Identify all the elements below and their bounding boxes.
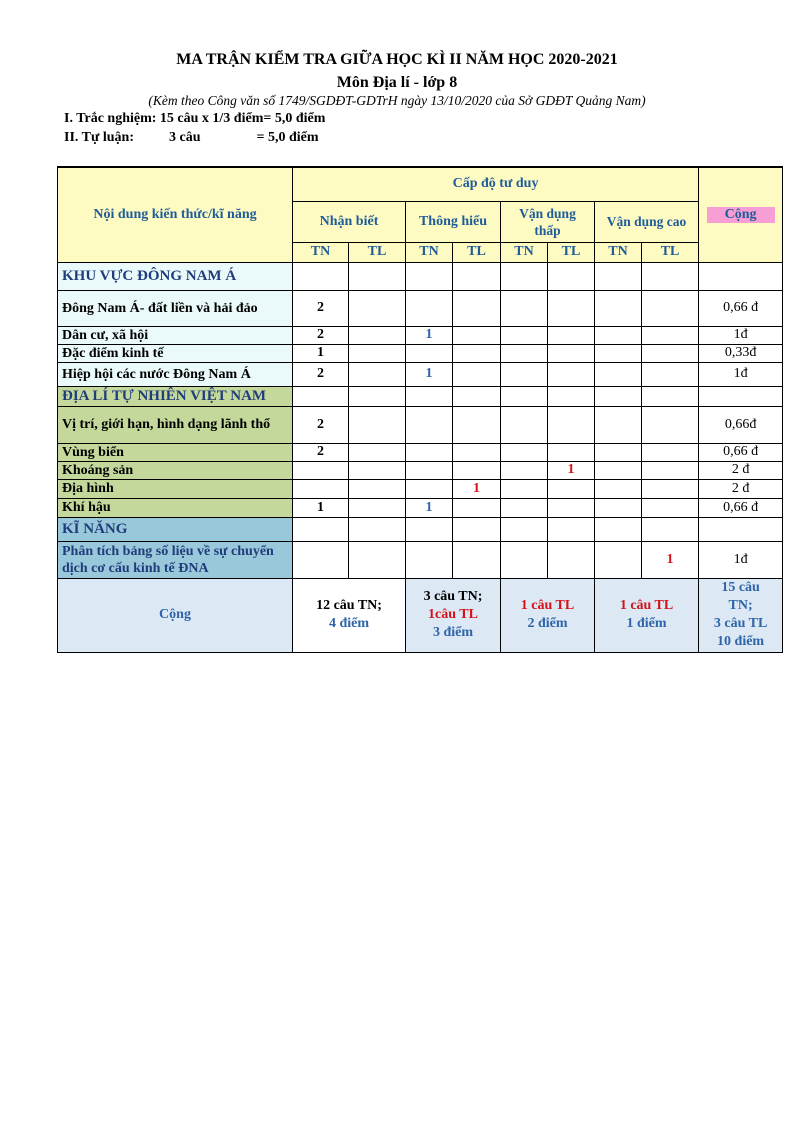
matrix-cell: 1 [406,326,453,344]
matrix-cell [453,344,501,362]
matrix-cell [595,326,642,344]
matrix-cell [501,443,548,461]
table-row [58,517,783,541]
matrix-cell [595,541,642,578]
matrix-cell: 2 [293,362,349,386]
level-header-cell [293,167,699,201]
matrix-cell [349,290,406,326]
matrix-cell [406,461,453,479]
matrix-cell [501,344,548,362]
table-row [58,262,783,290]
row-label: Địa hình [58,479,293,498]
matrix-cell [642,326,699,344]
matrix-cell [293,262,349,290]
row-label: Đông Nam Á- đất liền và hải đảo [58,290,293,326]
subheader-tn-0: TN [293,242,349,262]
row-label: Vị trí, giới hạn, hình dạng lãnh thổ [58,406,293,443]
matrix-cell [406,443,453,461]
total-header: Cộng [707,207,775,223]
matrix-cell [501,362,548,386]
matrix-cell [406,406,453,443]
level-van-dung-thap: Vận dụng thấp [501,201,595,242]
matrix-cell [453,326,501,344]
matrix-cell [293,517,349,541]
row-label: Khí hậu [58,498,293,517]
matrix-cell [406,290,453,326]
table-row [58,326,783,344]
row-total: 1đ [699,362,783,386]
matrix-cell [642,461,699,479]
total-nhan-biet: 12 câu TN; 4 điểm [293,578,406,652]
table-row [58,498,783,517]
matrix-cell: 1 [406,498,453,517]
row-label: Hiệp hội các nước Đông Nam Á [58,362,293,386]
matrix-cell [595,443,642,461]
table-row [58,362,783,386]
matrix-cell [406,541,453,578]
matrix-cell [349,498,406,517]
matrix-cell [349,262,406,290]
matrix-cell [548,344,595,362]
table-row [58,406,783,443]
row-total [699,386,783,406]
matrix-cell [501,326,548,344]
matrix-cell [349,386,406,406]
matrix-cell [349,517,406,541]
total-grand: 15 câu TN; 3 câu TL 10 điểm [699,578,783,652]
row-label: Dân cư, xã hội [58,326,293,344]
matrix-cell [349,461,406,479]
essay-summary: II. Tự luận: 3 câu = 5,0 điểm [64,130,319,145]
matrix-cell [595,498,642,517]
matrix-cell [349,406,406,443]
matrix-cell [349,326,406,344]
total-header-cell [699,167,783,262]
row-total: 0,66 đ [699,290,783,326]
matrix-cell [406,262,453,290]
matrix-cell [453,262,501,290]
row-label: Vùng biển [58,443,293,461]
matrix-cell [349,541,406,578]
row-label: Đặc điểm kinh tế [58,344,293,362]
subheader-tn-2: TN [406,242,453,262]
matrix-cell [406,344,453,362]
row-total: 0,66 đ [699,498,783,517]
matrix-cell [548,479,595,498]
row-label: ĐỊA LÍ TỰ NHIÊN VIỆT NAM [58,386,293,406]
matrix-cell [548,386,595,406]
table-row [58,461,783,479]
matrix-cell [548,406,595,443]
row-total: 1đ [699,326,783,344]
table-row [58,479,783,498]
matrix-cell [349,362,406,386]
matrix-cell [548,262,595,290]
row-total: 0,33đ [699,344,783,362]
matrix-cell [595,344,642,362]
total-van-dung-cao: 1 câu TL 1 điểm [595,578,699,652]
matrix-cell [406,479,453,498]
matrix-cell [642,290,699,326]
matrix-cell [293,461,349,479]
matrix-cell: 1 [453,479,501,498]
row-total [699,517,783,541]
matrix-cell [642,344,699,362]
subheader-tl-3: TL [453,242,501,262]
total-van-dung-thap: 1 câu TL 2 điểm [501,578,595,652]
matrix-cell [501,406,548,443]
matrix-cell [595,386,642,406]
row-total: 0,66đ [699,406,783,443]
matrix-cell [642,498,699,517]
matrix-cell [349,443,406,461]
matrix-cell [548,443,595,461]
matrix-cell [595,362,642,386]
table-row [58,386,783,406]
document-note: (Kèm theo Công văn số 1749/SGDĐT-GDTrH ngày 13/10/2020 của Sở GDĐT Quảng Nam) [148,93,646,108]
matrix-cell [349,344,406,362]
matrix-cell [453,290,501,326]
matrix-cell [453,362,501,386]
matrix-cell: 1 [548,461,595,479]
subheader-tn-6: TN [595,242,642,262]
matrix-cell [501,290,548,326]
level-nhan-biet: Nhận biết [293,201,406,242]
row-total: 2 đ [699,461,783,479]
level-header: Cấp độ tư duy [452,176,539,192]
matrix-cell [453,443,501,461]
matrix-cell [453,386,501,406]
row-total [699,262,783,290]
matrix-cell [453,461,501,479]
matrix-cell [406,386,453,406]
matrix-cell [501,461,548,479]
row-label: Phân tích bảng số liệu về sự chuyển dịch cơ cấu kinh tế ĐNA [58,541,293,578]
matrix-cell [595,479,642,498]
level-thong-hieu: Thông hiểu [406,201,501,242]
matrix-cell: 1 [642,541,699,578]
row-label: KHU VỰC ĐÔNG NAM Á [58,262,293,290]
matrix-cell: 2 [293,406,349,443]
matrix-cell [548,517,595,541]
matrix-cell [642,517,699,541]
matrix-cell [293,479,349,498]
row-total: 2 đ [699,479,783,498]
matrix-cell [548,362,595,386]
matrix-cell [293,386,349,406]
total-thong-hieu: 3 câu TN; 1câu TL 3 điểm [406,578,501,652]
matrix-cell [548,290,595,326]
matrix-cell: 1 [293,344,349,362]
row-total: 0,66 đ [699,443,783,461]
matrix-cell [349,479,406,498]
total-row-label: Cộng [58,578,293,652]
subheader-tn-4: TN [501,242,548,262]
table-row [58,290,783,326]
table-row [58,443,783,461]
matrix-cell [453,517,501,541]
matrix-cell [501,386,548,406]
matrix-cell: 1 [406,362,453,386]
row-label: Khoáng sản [58,461,293,479]
matrix-cell [595,262,642,290]
row-total: 1đ [699,541,783,578]
matrix-cell [453,406,501,443]
matrix-cell [642,479,699,498]
matrix-cell [501,262,548,290]
subheader-tl-5: TL [548,242,595,262]
matrix-cell: 1 [293,498,349,517]
matrix-cell [293,541,349,578]
matrix-cell [548,541,595,578]
table-row [58,541,783,578]
matrix-cell [501,498,548,517]
subheader-tl-7: TL [642,242,699,262]
matrix-cell [642,443,699,461]
matrix-cell [501,541,548,578]
matrix-cell [595,461,642,479]
matrix-cell [642,406,699,443]
multiple-choice-summary: I. Trắc nghiệm: 15 câu x 1/3 điểm= 5,0 điểm [64,111,326,126]
assessment-matrix-table [57,166,783,653]
content-header-cell [58,167,293,262]
matrix-cell [595,406,642,443]
matrix-cell: 2 [293,290,349,326]
matrix-cell [642,386,699,406]
matrix-cell: 2 [293,326,349,344]
matrix-cell [501,479,548,498]
matrix-cell [595,517,642,541]
matrix-cell [595,290,642,326]
matrix-cell: 2 [293,443,349,461]
matrix-cell [453,541,501,578]
document-subject: Môn Địa lí - lớp 8 [336,74,458,91]
matrix-cell [501,517,548,541]
matrix-cell [642,362,699,386]
level-van-dung-cao: Vận dụng cao [595,201,699,242]
content-header: Nội dung kiến thức/kĩ năng [93,206,257,222]
matrix-cell [548,498,595,517]
subheader-tl-1: TL [349,242,406,262]
table-row [58,344,783,362]
matrix-cell [642,262,699,290]
matrix-cell [548,326,595,344]
document-title: MA TRẬN KIỂM TRA GIỮA HỌC KÌ II NĂM HỌC 2020-2021 [176,51,618,68]
matrix-cell [406,517,453,541]
row-label: KĨ NĂNG [58,517,293,541]
matrix-cell [453,498,501,517]
